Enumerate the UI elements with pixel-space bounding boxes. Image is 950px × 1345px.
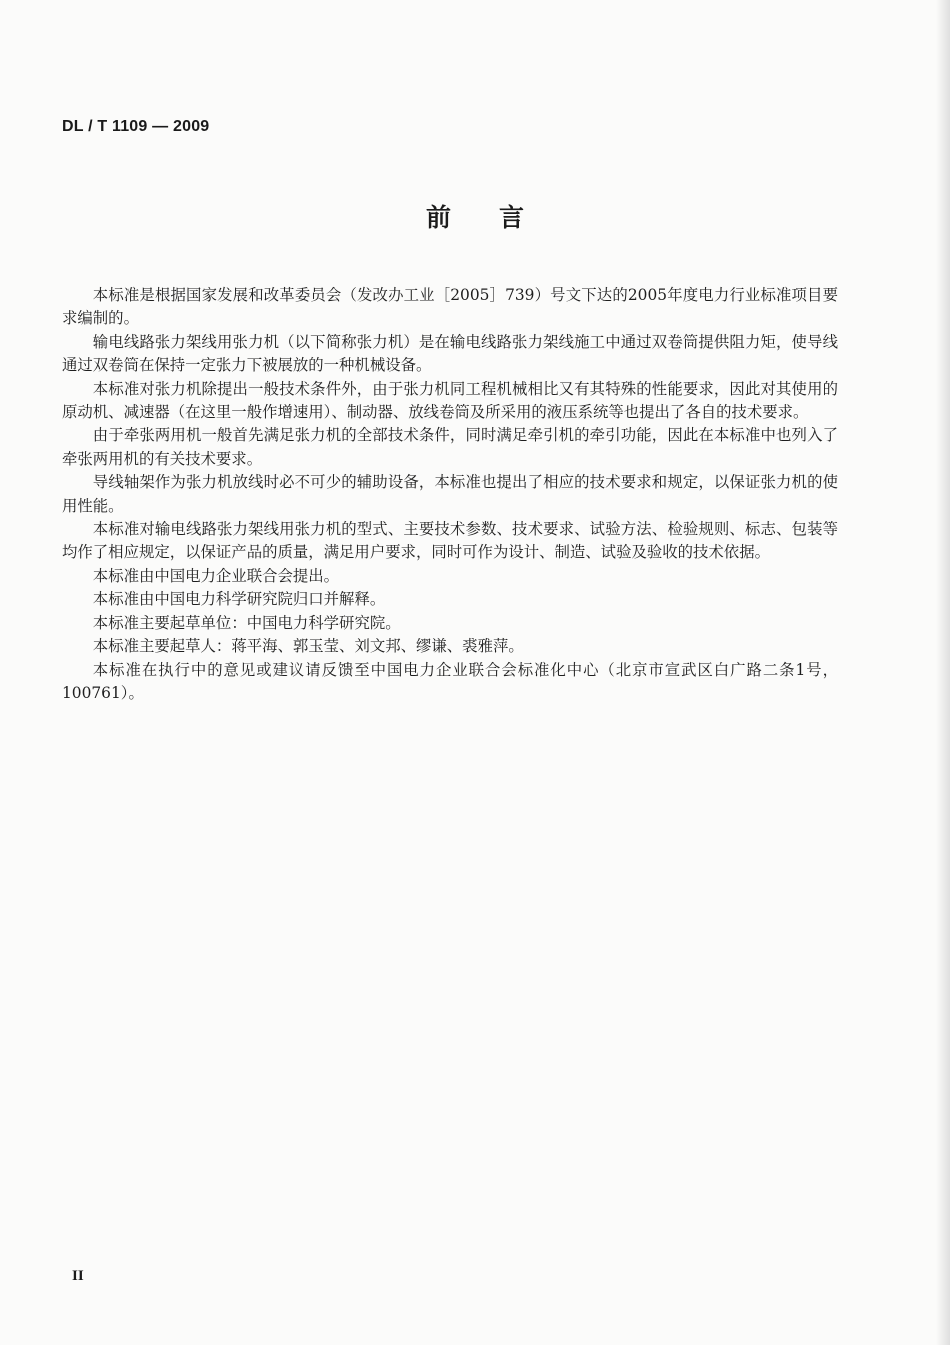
paragraph: 本标准由中国电力企业联合会提出。 (92, 566, 340, 585)
paragraph: 本标准在执行中的意见或建议请反馈至中国电力企业联合会标准化中心（北京市宣武区白广路二条1号，100761）。 (62, 660, 838, 702)
paragraph: 本标准主要起草人：蒋平海、郭玉莹、刘文邦、缪谦、裘雅萍。 (92, 637, 524, 656)
page-title: 前言 (425, 203, 572, 232)
paragraph: 输电线路张力架线用张力机（以下简称张力机）是在输电线路张力架线施工中通过双卷筒提供阻力矩，使导线通过双卷筒在保持一定张力下被展放的一种机械设备。 (62, 332, 838, 375)
page-number: II (72, 1268, 84, 1284)
document-code: DL / T 1109 — 2009 (62, 118, 210, 135)
paragraph: 本标准对张力机除提出一般技术条件外，由于张力机同工程机械相比又有其特殊的性能要求，因此对其使用的原动机、减速器（在这里一般作增速用）、制动器、放线卷筒及所采用的液压系统等也提出了各自的技术要求。 (62, 379, 838, 422)
paragraph: 本标准主要起草单位：中国电力科学研究院。 (92, 613, 401, 632)
paragraph: 本标准对输电线路张力架线用张力机的型式、主要技术参数、技术要求、试验方法、检验规则、标志、包装等均作了相应规定，以保证产品的质量，满足用户要求，同时可作为设计、制造、试验及验收的技术依据。 (62, 520, 838, 562)
paragraph: 本标准由中国电力科学研究院归口并解释。 (92, 590, 386, 609)
paragraph: 由于牵张两用机一般首先满足张力机的全部技术条件，同时满足牵引机的牵引功能，因此在本标准中也列入了牵张两用机的有关技术要求。 (62, 426, 838, 468)
paragraph: 本标准是根据国家发展和改革委员会（发改办工业［2005］739）号文下达的2005年度电力行业标准项目要求编制的。 (62, 286, 838, 328)
foreword-body (62, 284, 838, 705)
paragraph: 导线轴架作为张力机放线时必不可少的辅助设备，本标准也提出了相应的技术要求和规定，以保证张力机的使用性能。 (62, 473, 838, 515)
